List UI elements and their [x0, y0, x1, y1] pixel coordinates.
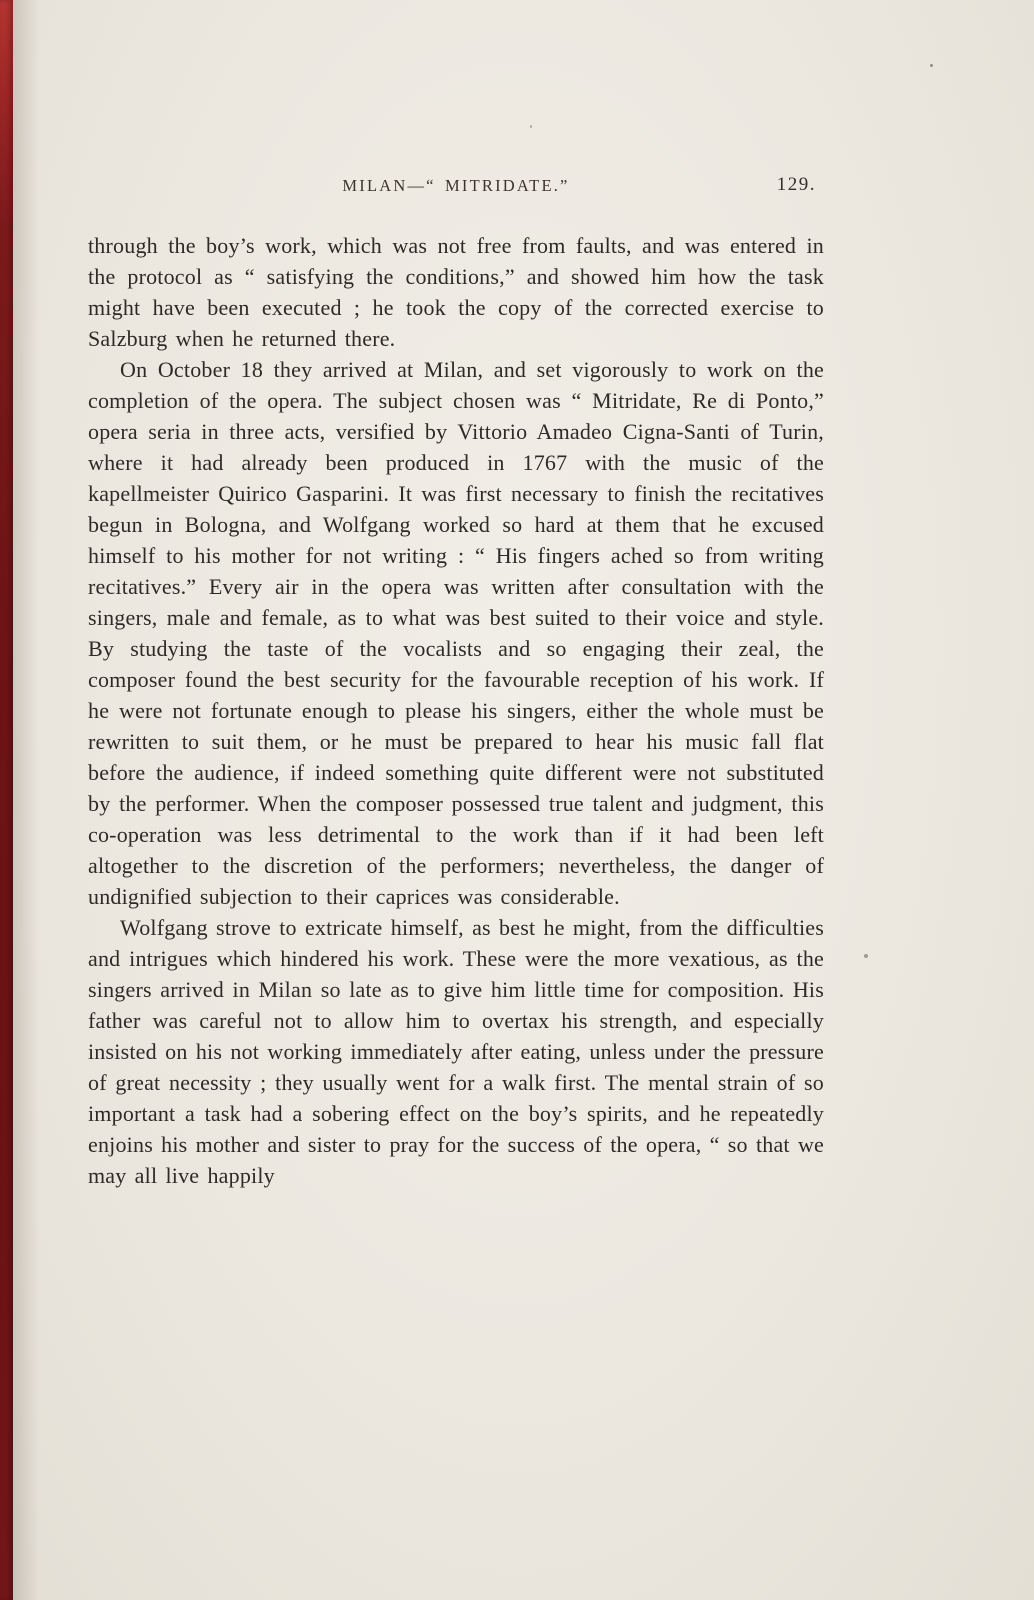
book-spine-edge	[0, 0, 13, 1600]
body-text	[88, 230, 824, 1191]
scan-artifact-speck	[530, 125, 532, 128]
paragraph: On October 18 they arrived at Milan, and set vigorously to work on the completion of the opera. The subject chosen was “ Mitridate, Re di Ponto,” opera seria in three acts, versified by Vittorio Amadeo Cigna-Santi of Turin, where it had already been produced in 1767 with the music of the kapellmeister Quirico Gasparini. It was first necessary to finish the recitatives begun in Bologna, and Wolfgang worked so hard at them that he excused himself to his mother for not writing : “ His fingers ached so from writing recitatives.” Every air in the opera was written after consultation with the singers, male and female, as to what was best suited to their voice and style. By studying the taste of the vocalists and so engaging their zeal, the composer found the best security for the favourable reception of his work. If he were not fortunate enough to please his singers, either the whole must be rewritten to suit them, or he must be prepared to hear his music fall flat before the audience, if indeed something quite different were not substituted by the performer. When the composer possessed true talent and judgment, this co-operation was less detrimental to the work than if it had been left altogether to the discretion of the performers; nevertheless, the danger of undignified subjection to their caprices was considerable.	[88, 357, 824, 909]
paragraph-continuation: through the boy’s work, which was not free from faults, and was entered in the protocol as “ satisfying the conditions,” and showed him how the task might have been executed ; he took the copy of the corrected exercise to Salzburg when he returned there.	[88, 233, 824, 351]
page-header	[88, 176, 824, 216]
spine-gutter-shadow	[13, 0, 39, 1600]
scan-artifact-speck	[930, 64, 933, 67]
running-title: MILAN—“ MITRIDATE.”	[342, 176, 570, 195]
page-content	[88, 176, 824, 1191]
paragraph: Wolfgang strove to extricate himself, as best he might, from the difficulties and intrigues which hindered his work. These were the more vexatious, as the singers arrived in Milan so late as to give him little time for composition. His father was careful not to allow him to overtax his strength, and especially insisted on his not working immediately after eating, unless under the pressure of great necessity ; they usually went for a walk first. The mental strain of so important a task had a sobering effect on the boy’s spirits, and he repeatedly enjoins his mother and sister to pray for the success of the opera, “ so that we may all live happily	[88, 915, 824, 1188]
page-number: 129.	[776, 174, 816, 195]
scan-artifact-speck	[864, 954, 868, 958]
